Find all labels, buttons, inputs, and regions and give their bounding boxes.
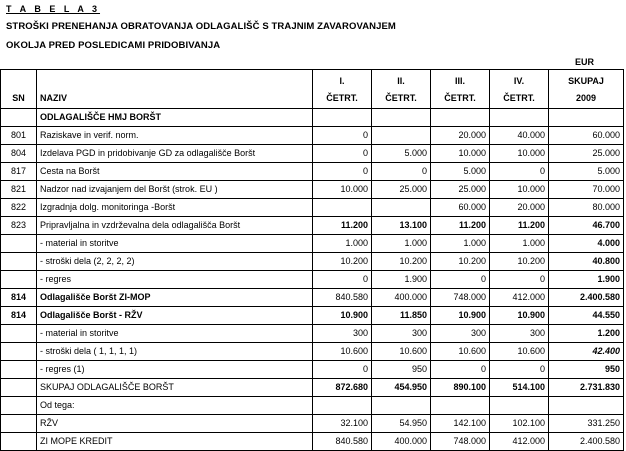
- cell-q1: 0: [313, 127, 372, 145]
- cell-q4: 10.000: [490, 181, 549, 199]
- cell-q3: 10.900: [431, 307, 490, 325]
- cell-q4: 514.100: [490, 379, 549, 397]
- cell-sn: [1, 379, 37, 397]
- cell-q4: [490, 397, 549, 415]
- cell-q1: 10.600: [313, 343, 372, 361]
- cell-q3: 748.000: [431, 289, 490, 307]
- cell-q1: 1.000: [313, 235, 372, 253]
- cell-q1: [313, 199, 372, 217]
- cell-total: 2.400.580: [549, 289, 624, 307]
- cell-total: [549, 397, 624, 415]
- cell-q1: 0: [313, 271, 372, 289]
- cell-q4: 0: [490, 361, 549, 379]
- table-row: [1, 127, 624, 145]
- cell-naziv: - regres: [37, 271, 313, 289]
- cell-sn: [1, 325, 37, 343]
- cell-total: 1.900: [549, 271, 624, 289]
- table-row: [1, 109, 624, 127]
- cell-q3: 142.100: [431, 415, 490, 433]
- cell-q1: 11.200: [313, 217, 372, 235]
- table-row: [1, 163, 624, 181]
- table-row: [1, 199, 624, 217]
- cell-sn: 823: [1, 217, 37, 235]
- cell-q2: 10.600: [372, 343, 431, 361]
- cell-q3: 890.100: [431, 379, 490, 397]
- cell-q1: 10.000: [313, 181, 372, 199]
- cell-q1: 10.900: [313, 307, 372, 325]
- cell-sn: [1, 253, 37, 271]
- cell-total: 1.200: [549, 325, 624, 343]
- cell-sn: 817: [1, 163, 37, 181]
- cell-q2: 400.000: [372, 433, 431, 451]
- cell-q3: 20.000: [431, 127, 490, 145]
- cell-sn: 814: [1, 289, 37, 307]
- cell-q3: 10.200: [431, 253, 490, 271]
- cell-total: [549, 109, 624, 127]
- cell-q4: 102.100: [490, 415, 549, 433]
- cell-q3: 11.200: [431, 217, 490, 235]
- cell-sn: 821: [1, 181, 37, 199]
- table-row: [1, 415, 624, 433]
- cell-q1: 300: [313, 325, 372, 343]
- cell-q4: 0: [490, 271, 549, 289]
- cell-naziv: - material in storitve: [37, 325, 313, 343]
- cell-q3: 300: [431, 325, 490, 343]
- cell-sn: [1, 271, 37, 289]
- cell-q3: 10.600: [431, 343, 490, 361]
- cell-q2: [372, 397, 431, 415]
- cell-q2: 300: [372, 325, 431, 343]
- cell-q4: 10.200: [490, 253, 549, 271]
- cell-q2: [372, 199, 431, 217]
- cell-sn: 814: [1, 307, 37, 325]
- table-row: [1, 343, 624, 361]
- cell-q4: 300: [490, 325, 549, 343]
- table-row: [1, 253, 624, 271]
- cell-q1: 840.580: [313, 289, 372, 307]
- cell-q2: [372, 109, 431, 127]
- table-row: [1, 289, 624, 307]
- table-row: [1, 361, 624, 379]
- cell-naziv: Pripravljalna in vzdrževalna dela odlagališča Boršt: [37, 217, 313, 235]
- cost-table: [0, 69, 624, 451]
- cell-naziv: Cesta na Boršt: [37, 163, 313, 181]
- header-row: [1, 70, 624, 109]
- table-title-line-1: STROŠKI PRENEHANJA OBRATOVANJA ODLAGALIŠČ S TRAJNIM ZAVAROVANJEM: [6, 21, 396, 32]
- header-sn: SN: [1, 70, 37, 109]
- cell-q3: 10.000: [431, 145, 490, 163]
- header-naziv: NAZIV: [37, 70, 313, 109]
- cell-q4: 10.000: [490, 145, 549, 163]
- cell-q2: 400.000: [372, 289, 431, 307]
- cell-q3: 748.000: [431, 433, 490, 451]
- cell-naziv: Od tega:: [37, 397, 313, 415]
- table-row: [1, 235, 624, 253]
- cell-total: 42.400: [549, 343, 624, 361]
- cell-sn: [1, 235, 37, 253]
- cell-q2: 13.100: [372, 217, 431, 235]
- cell-total: 70.000: [549, 181, 624, 199]
- cell-total: 2.731.830: [549, 379, 624, 397]
- cell-q2: 10.200: [372, 253, 431, 271]
- cell-q3: 0: [431, 361, 490, 379]
- cell-total: 331.250: [549, 415, 624, 433]
- cell-naziv: - stroški dela (2, 2, 2, 2): [37, 253, 313, 271]
- header-q4: IV. ČETRT.: [490, 70, 549, 109]
- cell-q2: 5.000: [372, 145, 431, 163]
- cell-q4: 20.000: [490, 199, 549, 217]
- cell-total: 4.000: [549, 235, 624, 253]
- cell-q4: 1.000: [490, 235, 549, 253]
- cell-q4: 40.000: [490, 127, 549, 145]
- cell-sn: [1, 343, 37, 361]
- table-row: [1, 379, 624, 397]
- table-row: [1, 325, 624, 343]
- cell-q4: 10.600: [490, 343, 549, 361]
- cell-naziv: Odlagališče Boršt - RŽV: [37, 307, 313, 325]
- cell-sn: 801: [1, 127, 37, 145]
- cell-q1: 0: [313, 145, 372, 163]
- cell-q1: [313, 109, 372, 127]
- cell-q2: 54.950: [372, 415, 431, 433]
- cell-q1: 0: [313, 361, 372, 379]
- cell-total: 46.700: [549, 217, 624, 235]
- cell-q4: 10.900: [490, 307, 549, 325]
- cell-q1: 872.680: [313, 379, 372, 397]
- cell-naziv: ODLAGALIŠČE HMJ BORŠT: [37, 109, 313, 127]
- cell-q4: [490, 109, 549, 127]
- cell-total: 40.800: [549, 253, 624, 271]
- cell-sn: [1, 109, 37, 127]
- cell-total: 44.550: [549, 307, 624, 325]
- cell-sn: 822: [1, 199, 37, 217]
- table-title-line-2: OKOLJA PRED POSLEDICAMI PRIDOBIVANJA: [6, 40, 221, 51]
- cell-naziv: RŽV: [37, 415, 313, 433]
- cell-q4: 412.000: [490, 433, 549, 451]
- cell-q1: 0: [313, 163, 372, 181]
- cell-q4: 412.000: [490, 289, 549, 307]
- cell-sn: [1, 397, 37, 415]
- cell-q4: 11.200: [490, 217, 549, 235]
- cell-q3: 60.000: [431, 199, 490, 217]
- cell-total: 950: [549, 361, 624, 379]
- cell-naziv: Izdelava PGD in pridobivanje GD za odlagališče Boršt: [37, 145, 313, 163]
- cell-q2: 1.000: [372, 235, 431, 253]
- cell-naziv: Nadzor nad izvajanjem del Boršt (strok. EU ): [37, 181, 313, 199]
- cell-q3: 0: [431, 271, 490, 289]
- header-q1: I. ČETRT.: [313, 70, 372, 109]
- table-row: [1, 145, 624, 163]
- cell-q2: 0: [372, 163, 431, 181]
- cell-q1: 840.580: [313, 433, 372, 451]
- cell-naziv: Izgradnja dolg. monitoringa -Boršt: [37, 199, 313, 217]
- cell-q3: [431, 109, 490, 127]
- cell-q2: 950: [372, 361, 431, 379]
- cell-q2: [372, 127, 431, 145]
- cell-total: 2.400.580: [549, 433, 624, 451]
- cell-naziv: - stroški dela ( 1, 1, 1, 1): [37, 343, 313, 361]
- cell-total: 60.000: [549, 127, 624, 145]
- table-row: [1, 307, 624, 325]
- cell-q1: 32.100: [313, 415, 372, 433]
- cell-naziv: SKUPAJ ODLAGALIŠČE BORŠT: [37, 379, 313, 397]
- header-q3: III. ČETRT.: [431, 70, 490, 109]
- table-row: [1, 217, 624, 235]
- cell-sn: [1, 415, 37, 433]
- cell-q2: 25.000: [372, 181, 431, 199]
- cell-naziv: Odlagališče Boršt ZI-MOP: [37, 289, 313, 307]
- cell-q3: 25.000: [431, 181, 490, 199]
- table-row: [1, 181, 624, 199]
- cell-naziv: - material in storitve: [37, 235, 313, 253]
- cell-sn: 804: [1, 145, 37, 163]
- cell-total: 5.000: [549, 163, 624, 181]
- cell-naziv: Raziskave in verif. norm.: [37, 127, 313, 145]
- cell-total: 80.000: [549, 199, 624, 217]
- table-label: T A B E L A 3: [6, 4, 101, 14]
- currency-label: EUR: [574, 57, 594, 67]
- cell-q1: 10.200: [313, 253, 372, 271]
- cell-sn: [1, 361, 37, 379]
- cell-q2: 11.850: [372, 307, 431, 325]
- cell-q3: 5.000: [431, 163, 490, 181]
- cell-naziv: - regres (1): [37, 361, 313, 379]
- cell-q2: 454.950: [372, 379, 431, 397]
- cell-q3: 1.000: [431, 235, 490, 253]
- cell-q2: 1.900: [372, 271, 431, 289]
- cell-q1: [313, 397, 372, 415]
- header-total: SKUPAJ 2009: [549, 70, 624, 109]
- cell-naziv: ZI MOPE KREDIT: [37, 433, 313, 451]
- cell-total: 25.000: [549, 145, 624, 163]
- cell-q4: 0: [490, 163, 549, 181]
- header-q2: II. ČETRT.: [372, 70, 431, 109]
- cell-q3: [431, 397, 490, 415]
- table-row: [1, 271, 624, 289]
- table-row: [1, 397, 624, 415]
